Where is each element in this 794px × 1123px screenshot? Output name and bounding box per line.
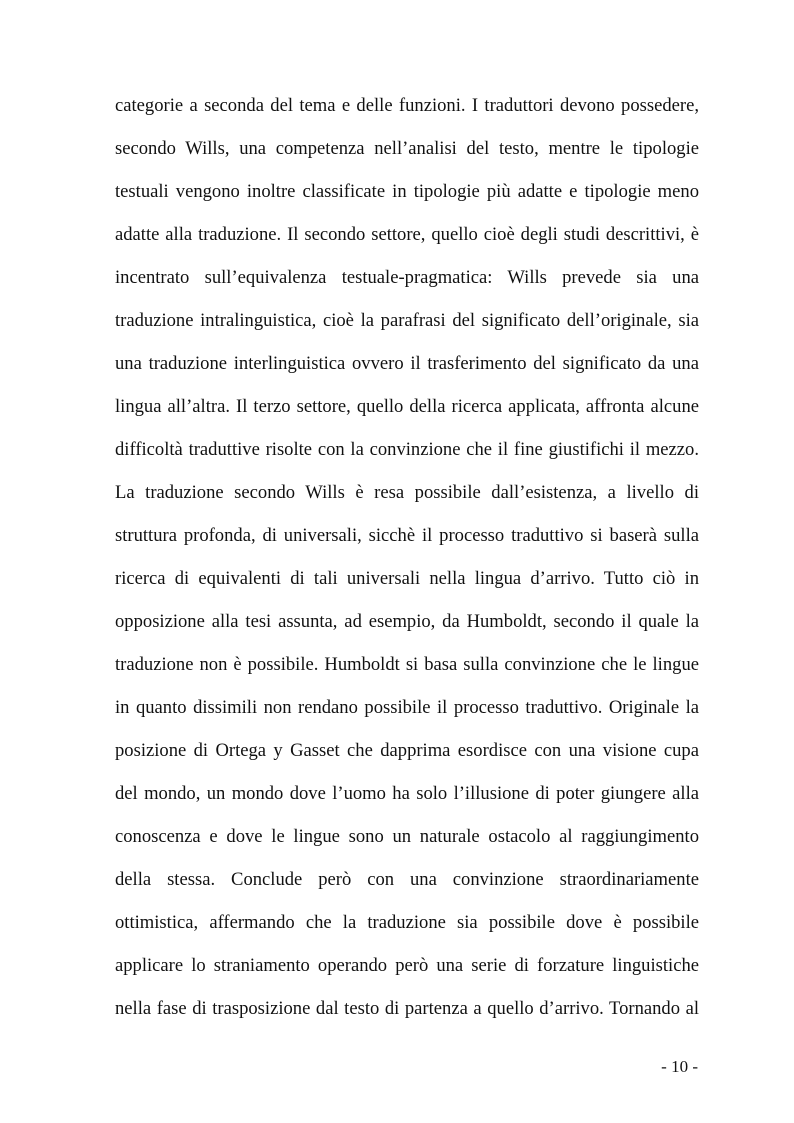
text-line: posizione di Ortega y Gasset che dapprima esordisce con una visione cupa xyxy=(115,740,699,761)
page-number: - 10 - xyxy=(661,1057,698,1076)
text-line: applicare lo straniamento operando però una serie di forzature linguistiche xyxy=(115,955,699,976)
text-line: ottimistica, affermando che la traduzione sia possibile dove è possibile xyxy=(115,912,699,933)
text-line: categorie a seconda del tema e delle funzioni. I traduttori devono possedere, xyxy=(115,95,699,116)
text-line: in quanto dissimili non rendano possibile il processo traduttivo. Originale la xyxy=(115,697,699,718)
text-line: La traduzione secondo Wills è resa possibile dall’esistenza, a livello di xyxy=(115,482,699,503)
text-line: traduzione intralinguistica, cioè la parafrasi del significato dell’originale, sia xyxy=(115,310,699,331)
text-line: testuali vengono inoltre classificate in tipologie più adatte e tipologie meno xyxy=(115,181,699,202)
text-line: nella fase di trasposizione dal testo di partenza a quello d’arrivo. Tornando al xyxy=(115,998,699,1019)
text-line: secondo Wills, una competenza nell’analisi del testo, mentre le tipologie xyxy=(115,138,699,159)
text-line: traduzione non è possibile. Humboldt si basa sulla convinzione che le lingue xyxy=(115,654,699,675)
text-line: incentrato sull’equivalenza testuale-pragmatica: Wills prevede sia una xyxy=(115,267,699,288)
text-line: lingua all’altra. Il terzo settore, quello della ricerca applicata, affronta alcune xyxy=(115,396,699,417)
text-line: opposizione alla tesi assunta, ad esempio, da Humboldt, secondo il quale la xyxy=(115,611,699,632)
text-line: conoscenza e dove le lingue sono un naturale ostacolo al raggiungimento xyxy=(115,826,699,847)
text-line: ricerca di equivalenti di tali universali nella lingua d’arrivo. Tutto ciò in xyxy=(115,568,699,589)
body-text xyxy=(115,92,699,1038)
text-line: struttura profonda, di universali, sicchè il processo traduttivo si baserà sulla xyxy=(115,525,699,546)
text-line: della stessa. Conclude però con una convinzione straordinariamente xyxy=(115,869,699,890)
text-line: una traduzione interlinguistica ovvero il trasferimento del significato da una xyxy=(115,353,699,374)
text-line: adatte alla traduzione. Il secondo settore, quello cioè degli studi descrittivi, è xyxy=(115,224,699,245)
text-line: del mondo, un mondo dove l’uomo ha solo l’illusione di poter giungere alla xyxy=(115,783,699,804)
text-line: difficoltà traduttive risolte con la convinzione che il fine giustifichi il mezzo. xyxy=(115,439,699,460)
